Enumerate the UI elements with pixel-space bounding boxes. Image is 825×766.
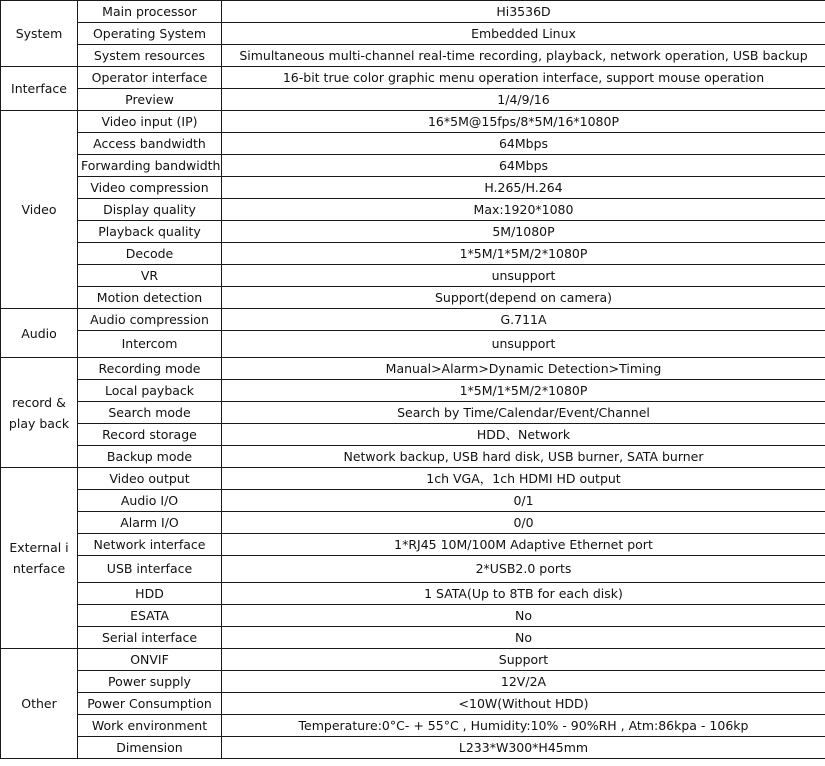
- value-cell: No: [222, 605, 825, 627]
- table-row: [1, 446, 825, 468]
- parameter-cell: Audio I/O: [78, 490, 222, 512]
- value-cell: unsupport: [222, 265, 825, 287]
- parameter-cell: ONVIF: [78, 649, 222, 671]
- table-row: [1, 556, 825, 583]
- value-cell: Support: [222, 649, 825, 671]
- table-row: [1, 649, 825, 671]
- value-cell: Manual>Alarm>Dynamic Detection>Timing: [222, 358, 825, 380]
- category-cell: record & play back: [1, 358, 78, 468]
- parameter-cell: Audio compression: [78, 309, 222, 331]
- parameter-cell: Alarm I/O: [78, 512, 222, 534]
- parameter-cell: Main processor: [78, 1, 222, 23]
- category-cell: Other: [1, 649, 78, 759]
- parameter-cell: Operator interface: [78, 67, 222, 89]
- value-cell: 1/4/9/16: [222, 89, 825, 111]
- category-cell: External i nterface: [1, 468, 78, 649]
- value-cell: 5M/1080P: [222, 221, 825, 243]
- category-cell: System: [1, 1, 78, 67]
- table-row: [1, 199, 825, 221]
- parameter-cell: Dimension: [78, 737, 222, 759]
- value-cell: 0/0: [222, 512, 825, 534]
- parameter-cell: Power supply: [78, 671, 222, 693]
- value-cell: Simultaneous multi-channel real-time recording, playback, network operation, USB backup: [222, 45, 825, 67]
- value-cell: Network backup, USB hard disk, USB burner, SATA burner: [222, 446, 825, 468]
- parameter-cell: USB interface: [78, 556, 222, 583]
- value-cell: 64Mbps: [222, 155, 825, 177]
- parameter-cell: Access bandwidth: [78, 133, 222, 155]
- table-row: [1, 490, 825, 512]
- parameter-cell: Forwarding bandwidth: [78, 155, 222, 177]
- category-cell: Video: [1, 111, 78, 309]
- parameter-cell: Power Consumption: [78, 693, 222, 715]
- value-cell: Embedded Linux: [222, 23, 825, 45]
- value-cell: Max:1920*1080: [222, 199, 825, 221]
- parameter-cell: Record storage: [78, 424, 222, 446]
- value-cell: 16*5M@15fps/8*5M/16*1080P: [222, 111, 825, 133]
- parameter-cell: System resources: [78, 45, 222, 67]
- value-cell: 1ch VGA，1ch HDMI HD output: [222, 468, 825, 490]
- parameter-cell: Intercom: [78, 331, 222, 358]
- value-cell: unsupport: [222, 331, 825, 358]
- table-row: [1, 67, 825, 89]
- table-row: [1, 627, 825, 649]
- value-cell: 1*5M/1*5M/2*1080P: [222, 380, 825, 402]
- parameter-cell: ESATA: [78, 605, 222, 627]
- table-row: [1, 177, 825, 199]
- parameter-cell: HDD: [78, 583, 222, 605]
- parameter-cell: Backup mode: [78, 446, 222, 468]
- value-cell: HDD、Network: [222, 424, 825, 446]
- table-row: [1, 380, 825, 402]
- table-row: [1, 111, 825, 133]
- category-cell: Interface: [1, 67, 78, 111]
- value-cell: 1*RJ45 10M/100M Adaptive Ethernet port: [222, 534, 825, 556]
- value-cell: Temperature:0°C- + 55°C , Humidity:10% - 90%RH , Atm:86kpa - 106kp: [222, 715, 825, 737]
- table-row: [1, 737, 825, 759]
- table-row: [1, 605, 825, 627]
- value-cell: 1 SATA(Up to 8TB for each disk): [222, 583, 825, 605]
- parameter-cell: Work environment: [78, 715, 222, 737]
- value-cell: <10W(Without HDD): [222, 693, 825, 715]
- table-row: [1, 402, 825, 424]
- table-row: [1, 155, 825, 177]
- table-row: [1, 512, 825, 534]
- parameter-cell: Motion detection: [78, 287, 222, 309]
- value-cell: Search by Time/Calendar/Event/Channel: [222, 402, 825, 424]
- category-cell: Audio: [1, 309, 78, 358]
- parameter-cell: Playback quality: [78, 221, 222, 243]
- value-cell: Support(depend on camera): [222, 287, 825, 309]
- value-cell: 12V/2A: [222, 671, 825, 693]
- parameter-cell: Video output: [78, 468, 222, 490]
- table-row: [1, 45, 825, 67]
- parameter-cell: Serial interface: [78, 627, 222, 649]
- spec-table-body: [1, 1, 825, 759]
- value-cell: L233*W300*H45mm: [222, 737, 825, 759]
- table-row: [1, 358, 825, 380]
- value-cell: G.711A: [222, 309, 825, 331]
- value-cell: 1*5M/1*5M/2*1080P: [222, 243, 825, 265]
- table-row: [1, 1, 825, 23]
- value-cell: 16-bit true color graphic menu operation interface, support mouse operation: [222, 67, 825, 89]
- table-row: [1, 331, 825, 358]
- parameter-cell: Preview: [78, 89, 222, 111]
- table-row: [1, 287, 825, 309]
- parameter-cell: Display quality: [78, 199, 222, 221]
- value-cell: Hi3536D: [222, 1, 825, 23]
- parameter-cell: Recording mode: [78, 358, 222, 380]
- table-row: [1, 265, 825, 287]
- table-row: [1, 468, 825, 490]
- parameter-cell: VR: [78, 265, 222, 287]
- value-cell: H.265/H.264: [222, 177, 825, 199]
- parameter-cell: Video compression: [78, 177, 222, 199]
- value-cell: 0/1: [222, 490, 825, 512]
- table-row: [1, 309, 825, 331]
- value-cell: 64Mbps: [222, 133, 825, 155]
- table-row: [1, 534, 825, 556]
- parameter-cell: Local payback: [78, 380, 222, 402]
- table-row: [1, 715, 825, 737]
- table-row: [1, 221, 825, 243]
- table-row: [1, 23, 825, 45]
- table-row: [1, 583, 825, 605]
- parameter-cell: Decode: [78, 243, 222, 265]
- table-row: [1, 693, 825, 715]
- table-row: [1, 243, 825, 265]
- table-row: [1, 89, 825, 111]
- parameter-cell: Network interface: [78, 534, 222, 556]
- parameter-cell: Search mode: [78, 402, 222, 424]
- value-cell: 2*USB2.0 ports: [222, 556, 825, 583]
- parameter-cell: Operating System: [78, 23, 222, 45]
- table-row: [1, 671, 825, 693]
- table-row: [1, 424, 825, 446]
- table-row: [1, 133, 825, 155]
- value-cell: No: [222, 627, 825, 649]
- parameter-cell: Video input (IP): [78, 111, 222, 133]
